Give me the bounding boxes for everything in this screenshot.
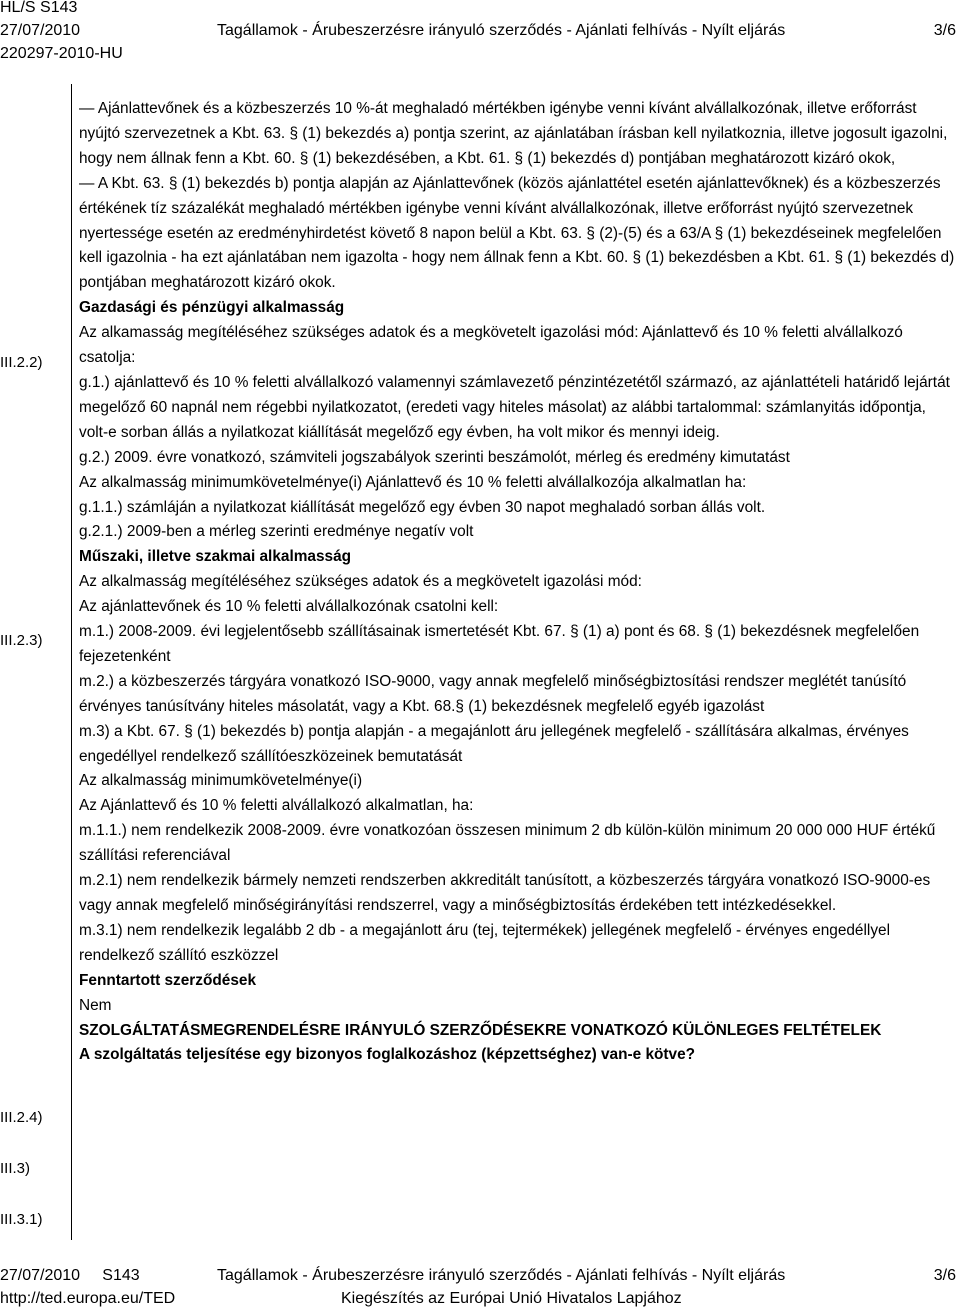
technical-line: Az alkalmasság megítéléséhez szükséges adatok és a megkövetelt igazolási mód: [79,573,642,591]
technical-line: Az Ajánlattevő és 10 % feletti alvállalkozó alkalmatlan, ha: [79,797,474,815]
economic-line: g.1.) ajánlattevő és 10 % feletti alvállalkozó valamennyi számlavezető pénzintézetétől származó, az ajánlattételi határidő lejártát megelőző 60 napnál nem régebbi nyilatkozatot, (eredeti vagy hiteles másolat) az alábbi tartalommal: számlanyitás időpontja, volt-e sorban állás a nyilatkozat kiállítását megelőző egy évben, ha volt mikor és mennyi ideig. [79,373,950,441]
section-number-iii-2-2: III.2.2) [0,354,43,371]
header-page-number: 3/6 [933,22,956,39]
header-title: Tagállamok - Árubeszerzésre irányuló szerződés - Ajánlati felhívás - Nyílt eljárás [217,22,786,39]
header-date: 27/07/2010 [0,22,81,39]
technical-line: Az ajánlattevőnek és 10 % feletti alvállalkozónak csatolni kell: [79,598,499,616]
document-body [79,97,957,1068]
economic-line: g.1.1.) számláján a nyilatkozat kiállítását megelőző egy évben 30 napot meghaladó sorban állás volt. [79,498,766,516]
technical-line: m.3) a Kbt. 67. § (1) bekezdés b) pontja alapján - a megajánlott áru jellegének megfelelő - szállítására alkalmas, érvényes engedéllyel rendelkező szállítóeszközeinek bemutatását [79,722,909,765]
section-number-iii-2-4: III.2.4) [0,1109,43,1126]
service-conditions-heading: SZOLGÁLTATÁSMEGRENDELÉSRE IRÁNYULÓ SZERZŐDÉSEKRE VONATKOZÓ KÜLÖNLEGES FELTÉTELEK [79,1021,882,1039]
header-notice-number: 220297-2010-HU [0,45,123,62]
section-number-iii-3-1: III.3.1) [0,1211,43,1228]
section-number-iii-2-3: III.2.3) [0,632,43,649]
footer-url-link[interactable]: http://ted.europa.eu/TED [0,1290,176,1307]
section-number-iii-3: III.3) [0,1160,31,1177]
profession-question-heading: A szolgáltatás teljesítése egy bizonyos foglalkozáshoz (képzettséghez) van-e kötve? [79,1046,696,1064]
footer-date-code: 27/07/2010 S143 [0,1267,140,1284]
header-series: HL/S S143 [0,0,78,16]
page-header [0,0,960,68]
economic-line: g.2.1.) 2009-ben a mérleg szerinti eredménye negatív volt [79,523,474,541]
footer-title: Tagállamok - Árubeszerzésre irányuló szerződés - Ajánlati felhívás - Nyílt eljárás [217,1267,786,1284]
footer-subtitle: Kiegészítés az Európai Unió Hivatalos Lapjához [341,1290,682,1307]
technical-line: m.3.1) nem rendelkezik legalább 2 db - a megajánlott áru (tej, tejtermékek) jellegének megfelelő - érvényes engedéllyel rendelkező szállító eszközzel [79,921,891,964]
economic-financial-heading: Gazdasági és pénzügyi alkalmasság [79,299,345,317]
technical-line: m.2.1) nem rendelkezik bármely nemzeti rendszerben akkreditált tanúsított, a közbeszerzés tárgyára vonatkozó ISO-9000-es vagy annak megfelelő minőségirányítási rendszerrel, vagy a minőségbiztosítás érdekében tett intézkedésekkel. [79,872,931,914]
margin-divider [71,84,72,1240]
reserved-contracts-value: Nem [79,996,112,1014]
reserved-contracts-heading: Fenntartott szerződések [79,971,257,989]
technical-line: m.2.) a közbeszerzés tárgyára vonatkozó ISO-9000, vagy annak megfelelő minőségbiztosítási rendszer meglétét tanúsító érvényes tanúsítvány hiteles másolatát, vagy a Kbt. 68.§ (1) bekezdésnek megfelelő egyéb igazolást [79,672,907,715]
technical-line: Az alkalmasság minimumkövetelménye(i) [79,772,363,790]
economic-line: Az alkalmasság minimumkövetelménye(i) Ajánlattevő és 10 % feletti alvállalkozója alkalmatlan ha: [79,473,747,491]
footer-page-number: 3/6 [933,1267,956,1284]
exclusion-paragraph-2: — A Kbt. 63. § (1) bekezdés b) pontja alapján az Ajánlattevőnek (közös ajánlattétel esetén ajánlattevőknek) és a közbeszerzés értékének tíz százalékát meghaladó mértékben igénybe venni kívánt alvállalkozónak, illetve erőforrást nyújtó szervezetnek nyertessége esetén az eredményhirdetést követő 8 napon belül a Kbt. 63. § (2)-(5) és a 63/A § (1) bekezdéseinek megfelelően kell igazolnia - ha ezt ajánlatában nem igazolta - hogy nem állnak fenn a Kbt. 60. § (1) bekezdésben a Kbt. 61. § (1) bekezdés d) pontjában meghatározott kizáró okok. [79,174,955,292]
technical-line: m.1.) 2008-2009. évi legjelentősebb szállításainak ismertetését Kbt. 67. § (1) a) pont és 68. § (1) bekezdésnek megfelelően fejezetenként [79,623,920,665]
economic-line: Az alkamasság megítéléséhez szükséges adatok és a megkövetelt igazolási mód: Ajánlattevő és 10 % feletti alvállalkozó csatolja: [79,324,903,367]
technical-heading: Műszaki, illetve szakmai alkalmasság [79,548,352,566]
header-codes [0,0,123,65]
page-footer [0,1264,960,1311]
technical-line: m.1.1.) nem rendelkezik 2008-2009. évre vonatkozóan összesen minimum 2 db külön-külön minimum 20 000 000 HUF értékű szállítási referenciával [79,822,936,865]
economic-line: g.2.) 2009. évre vonatkozó, számviteli jogszabályok szerinti beszámolót, mérleg és eredmény kimutatást [79,448,790,466]
exclusion-paragraph-1: — Ajánlattevőnek és a közbeszerzés 10 %-át meghaladó mértékben igénybe venni kívánt alvállalkozónak, illetve erőforrást nyújtó szervezetnek a Kbt. 63. § (1) bekezdés a) pontja szerint, az ajánlatában írásban kell nyilatkoznia, illetve jogosult igazolni, hogy nem állnak fenn a Kbt. 60. § (1) bekezdésében, a Kbt. 61. § (1) bekezdés d) pontjában meghatározott kizáró okok, [79,100,948,167]
